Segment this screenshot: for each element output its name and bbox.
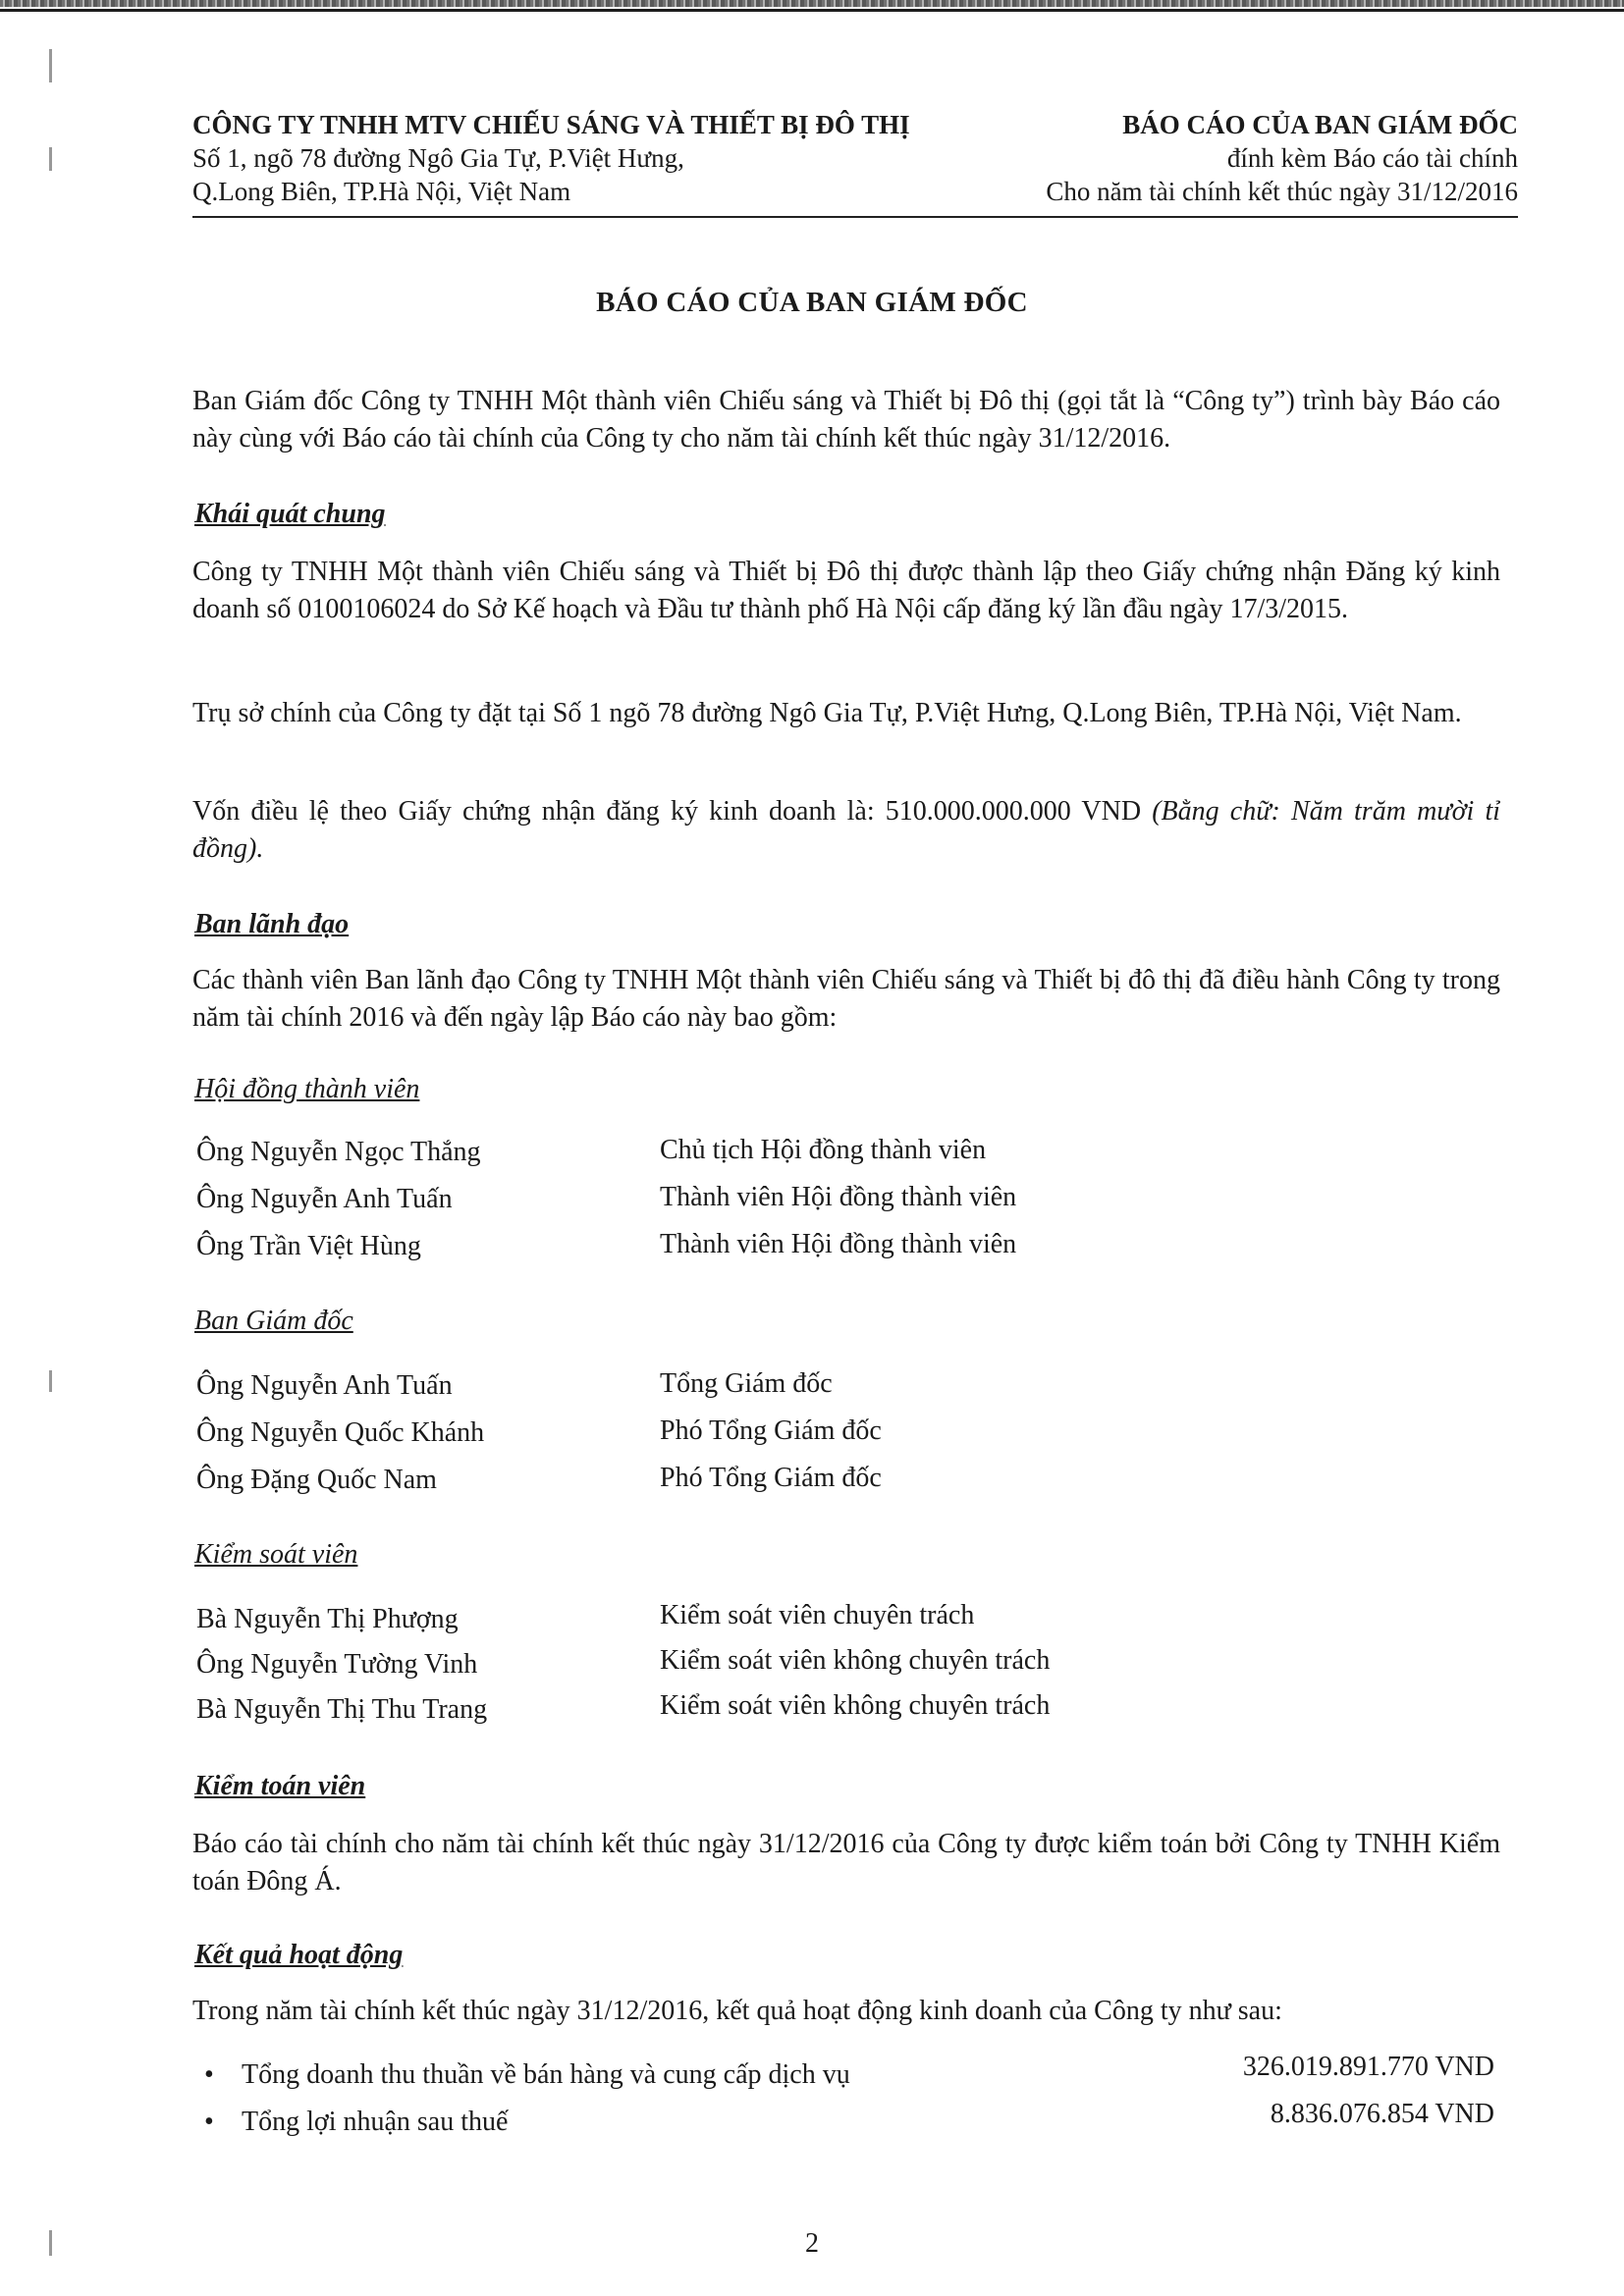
council-member-role: Thành viên Hội đồng thành viên	[660, 1229, 1017, 1259]
council-member-role: Thành viên Hội đồng thành viên	[660, 1182, 1017, 1212]
bullet: •	[204, 2107, 214, 2137]
council-member-name: Ông Nguyễn Ngọc Thắng	[196, 1137, 481, 1167]
council-member-name: Ông Nguyễn Anh Tuấn	[196, 1184, 453, 1214]
company-address-line2: Q.Long Biên, TP.Hà Nội, Việt Nam	[192, 177, 571, 206]
result-amount: 326.019.891.770 VND	[1242, 2052, 1494, 2082]
council-member-name: Ông Trần Việt Hùng	[196, 1231, 421, 1261]
director-name: Ông Đặng Quốc Nam	[196, 1465, 437, 1495]
capital-in-words: (Bằng chữ: Năm trăm mười tỉ đồng).	[192, 796, 1500, 864]
section-heading-auditor: Kiểm toán viên	[194, 1771, 366, 1801]
auditor-paragraph: Báo cáo tài chính cho năm tài chính kết thúc ngày 31/12/2016 của Công ty được kiểm toán bởi Công ty TNHH Kiểm toán Đông Á.	[192, 1829, 1500, 1896]
document-header	[192, 110, 1518, 210]
company-address-line1: Số 1, ngõ 78 đường Ngô Gia Tự, P.Việt Hưng,	[192, 143, 684, 173]
header-report-name: BÁO CÁO CỦA BAN GIÁM ĐỐC	[1122, 110, 1518, 139]
subheading-council: Hội đồng thành viên	[194, 1074, 420, 1104]
header-period: Cho năm tài chính kết thúc ngày 31/12/2016	[1046, 177, 1518, 206]
intro-paragraph: Ban Giám đốc Công ty TNHH Một thành viên Chiếu sáng và Thiết bị Đô thị (gọi tắt là “Công ty”) trình bày Báo cáo này cùng với Báo cáo tài chính của Công ty cho năm tài chính kết thúc ngày 31/12/2016.	[192, 386, 1500, 454]
director-name: Ông Nguyễn Quốc Khánh	[196, 1417, 485, 1448]
director-role: Tổng Giám đốc	[660, 1368, 833, 1399]
director-name: Ông Nguyễn Anh Tuấn	[196, 1370, 453, 1401]
leadership-intro: Các thành viên Ban lãnh đạo Công ty TNHH Một thành viên Chiếu sáng và Thiết bị đô thị đã điều hành Công ty trong năm tài chính 2016 và đến ngày lập Báo cáo này bao gồm:	[192, 965, 1500, 1033]
scan-edge-line	[0, 9, 1624, 12]
section-heading-leadership: Ban lãnh đạo	[194, 909, 350, 939]
director-role: Phó Tổng Giám đốc	[660, 1463, 882, 1493]
scan-margin-mark	[49, 49, 52, 82]
controller-role: Kiểm soát viên chuyên trách	[660, 1600, 975, 1630]
result-amount: 8.836.076.854 VND	[1270, 2099, 1494, 2129]
header-attached: đính kèm Báo cáo tài chính	[1226, 143, 1518, 173]
general-paragraph-headquarters: Trụ sở chính của Công ty đặt tại Số 1 ngõ 78 đường Ngô Gia Tự, P.Việt Hưng, Q.Long Biên, TP.Hà Nội, Việt Nam.	[192, 698, 1462, 728]
scan-edge-top	[0, 0, 1624, 7]
general-paragraph-capital	[192, 793, 1500, 868]
company-name: CÔNG TY TNHH MTV CHIẾU SÁNG VÀ THIẾT BỊ ĐÔ THỊ	[192, 110, 910, 139]
general-paragraph-registration: Công ty TNHH Một thành viên Chiếu sáng và Thiết bị Đô thị được thành lập theo Giấy chứng nhận Đăng ký kinh doanh số 0100106024 do Sở Kế hoạch và Đầu tư thành phố Hà Nội cấp đăng ký lần đầu ngày 17/3/2015.	[192, 557, 1500, 624]
section-heading-general: Khái quát chung	[194, 499, 386, 529]
controller-role: Kiểm soát viên không chuyên trách	[660, 1645, 1051, 1676]
header-divider	[192, 216, 1518, 218]
result-label: Tổng lợi nhuận sau thuế	[242, 2107, 509, 2137]
scan-margin-mark	[49, 147, 52, 171]
controller-name: Bà Nguyễn Thị Thu Trang	[196, 1694, 488, 1725]
controller-name: Ông Nguyễn Tường Vinh	[196, 1649, 478, 1680]
results-intro: Trong năm tài chính kết thúc ngày 31/12/2016, kết quả hoạt động kinh doanh của Công ty như sau:	[192, 1996, 1282, 2026]
page-number: 2	[805, 2228, 819, 2259]
bullet: •	[204, 2059, 214, 2090]
report-title: BÁO CÁO CỦA BAN GIÁM ĐỐC	[596, 287, 1028, 318]
controller-role: Kiểm soát viên không chuyên trách	[660, 1690, 1051, 1721]
controller-name: Bà Nguyễn Thị Phượng	[196, 1604, 459, 1634]
subheading-controllers: Kiểm soát viên	[194, 1539, 358, 1570]
council-member-role: Chủ tịch Hội đồng thành viên	[660, 1135, 987, 1165]
subheading-directors: Ban Giám đốc	[194, 1306, 353, 1336]
section-heading-results: Kết quả hoạt động	[194, 1940, 404, 1970]
director-role: Phó Tổng Giám đốc	[660, 1415, 882, 1446]
capital-text: Vốn điều lệ theo Giấy chứng nhận đăng ký kinh doanh là: 510.000.000.000 VND	[192, 796, 1142, 827]
scan-margin-mark	[49, 1370, 52, 1392]
result-label: Tổng doanh thu thuần về bán hàng và cung cấp dịch vụ	[242, 2059, 850, 2090]
